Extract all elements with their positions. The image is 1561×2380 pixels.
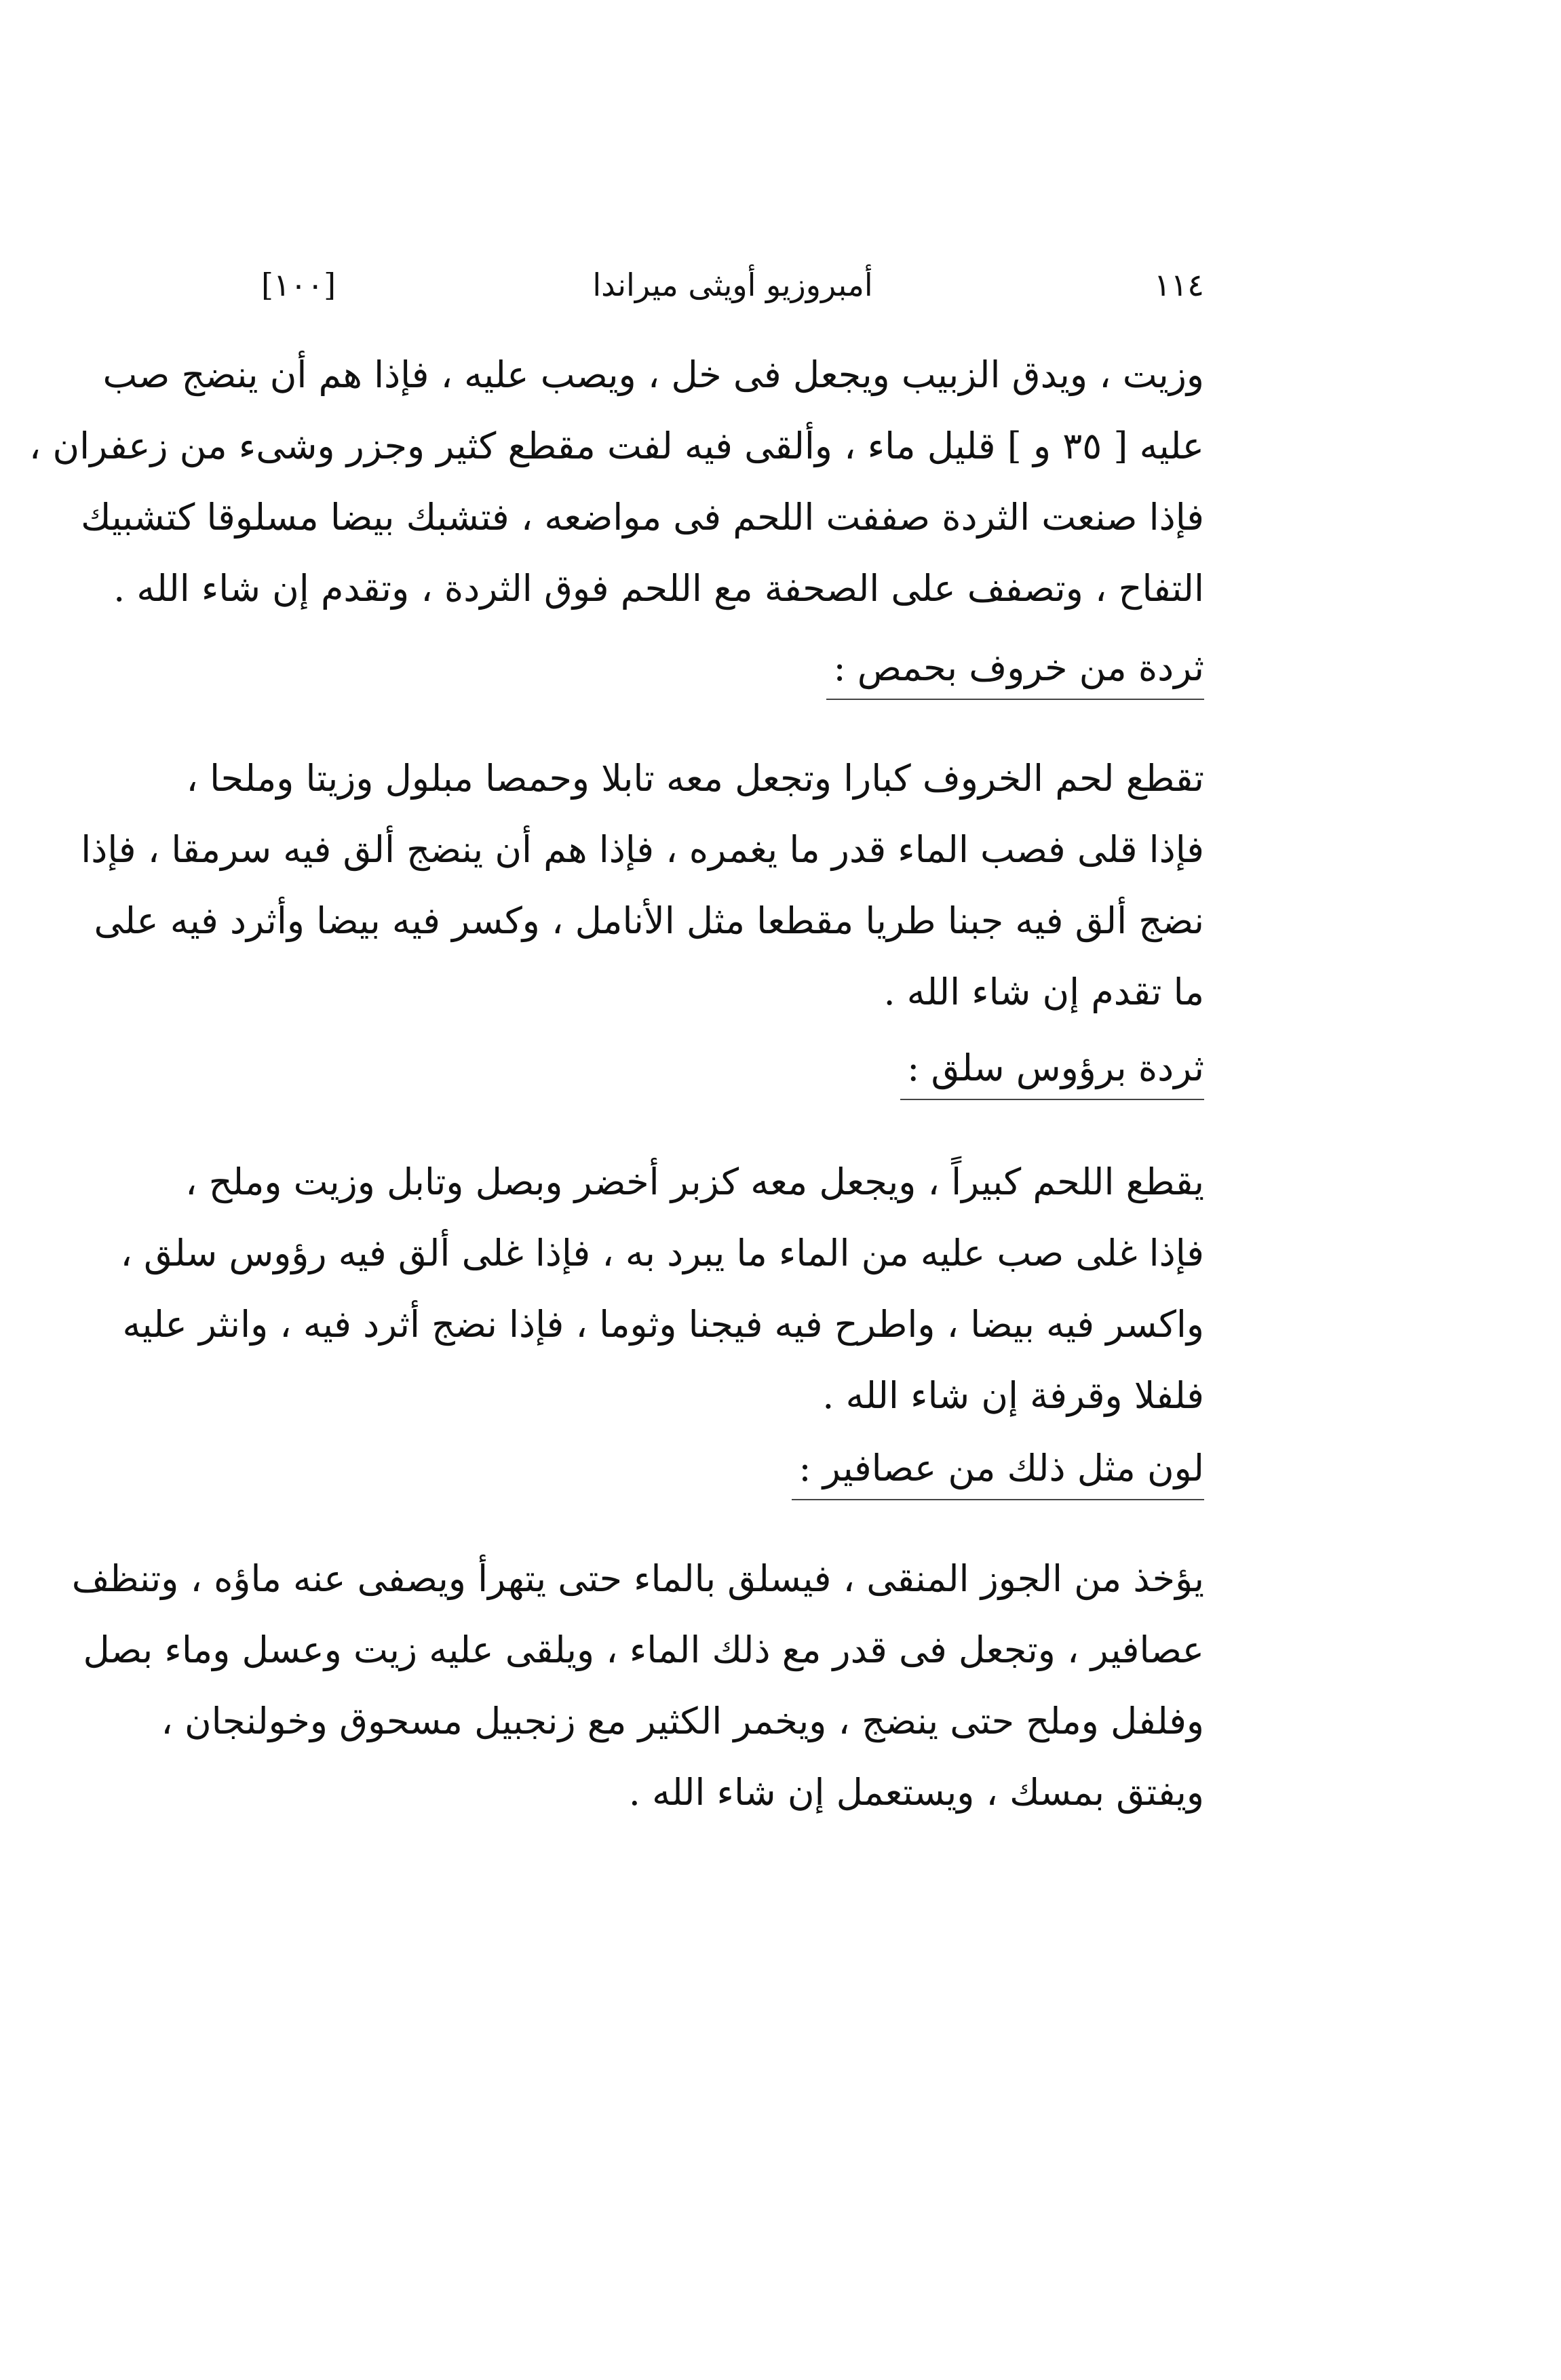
text-line: يقطع اللحم كبيراً ، ويجعل معه كزبر أخضر وبصل وتابل وزيت وملح ، [185, 1160, 1204, 1203]
section-heading: ثردة برؤوس سلق : [900, 1038, 1204, 1100]
paragraph-continuation [28, 339, 1204, 624]
paragraph-chard-heads [120, 1146, 1204, 1431]
text-line: وزيت ، ويدق الزبيب ويجعل فى خل ، ويصب عليه ، فإذا هم أن ينضج صب [102, 353, 1204, 396]
section-heading-wrap [261, 1038, 1204, 1100]
text-line: فإذا قلى فصب الماء قدر ما يغمره ، فإذا هم أن ينضج ألق فيه سرمقا ، فإذا [81, 828, 1204, 871]
paragraph-sparrows [71, 1543, 1204, 1828]
text-line: ما تقدم إن شاء الله . [883, 971, 1204, 1013]
section-heading-wrap [261, 638, 1204, 700]
section-heading: لون مثل ذلك من عصافير : [792, 1438, 1204, 1500]
page-number: ١١٤ [1153, 267, 1204, 303]
folio-reference: [١٠٠] [261, 267, 336, 303]
text-line: يؤخذ من الجوز المنقى ، فيسلق بالماء حتى يتهرأ ويصفى عنه ماؤه ، وتنظف [71, 1557, 1204, 1600]
text-line: عصافير ، وتجعل فى قدر مع ذلك الماء ، ويلقى عليه زيت وعسل وماء بصل [83, 1628, 1204, 1671]
text-line: واكسر فيه بيضا ، واطرح فيه فيجنا وثوما ، فإذا نضج أثرد فيه ، وانثر عليه [122, 1303, 1204, 1346]
running-title: أمبروزيو أويثى ميراندا [592, 267, 873, 303]
text-line: فلفلا وقرفة إن شاء الله . [822, 1374, 1204, 1417]
text-line: تقطع لحم الخروف كبارا وتجعل معه تابلا وحمصا مبلول وزيتا وملحا ، [186, 757, 1204, 800]
text-line: ويفتق بمسك ، ويستعمل إن شاء الله . [628, 1771, 1204, 1814]
text-line: التفاح ، وتصفف على الصحفة مع اللحم فوق الثردة ، وتقدم إن شاء الله . [113, 567, 1204, 610]
text-line: فإذا صنعت الثردة صففت اللحم فى مواضعه ، فتشبك بيضا مسلوقا كتشبيك [81, 496, 1204, 539]
section-heading: ثردة من خروف بحمص : [826, 638, 1204, 700]
text-line: وفلفل وملح حتى ينضج ، ويخمر الكثير مع زنجبيل مسحوق وخولنجان ، [161, 1700, 1204, 1742]
running-header [261, 261, 1204, 309]
text-line: فإذا غلى صب عليه من الماء ما يبرد به ، فإذا غلى ألق فيه رؤوس سلق ، [120, 1232, 1204, 1274]
section-heading-wrap [261, 1438, 1204, 1500]
paragraph-lamb-chickpeas [81, 743, 1204, 1028]
text-line: عليه [ ٣٥ و ] قليل ماء ، وألقى فيه لفت مقطع كثير وجزر وشىء من زعفران ، [28, 425, 1204, 467]
text-line: نضج ألق فيه جبنا طريا مقطعا مثل الأنامل ، وكسر فيه بيضا وأثرد فيه على [94, 899, 1204, 942]
